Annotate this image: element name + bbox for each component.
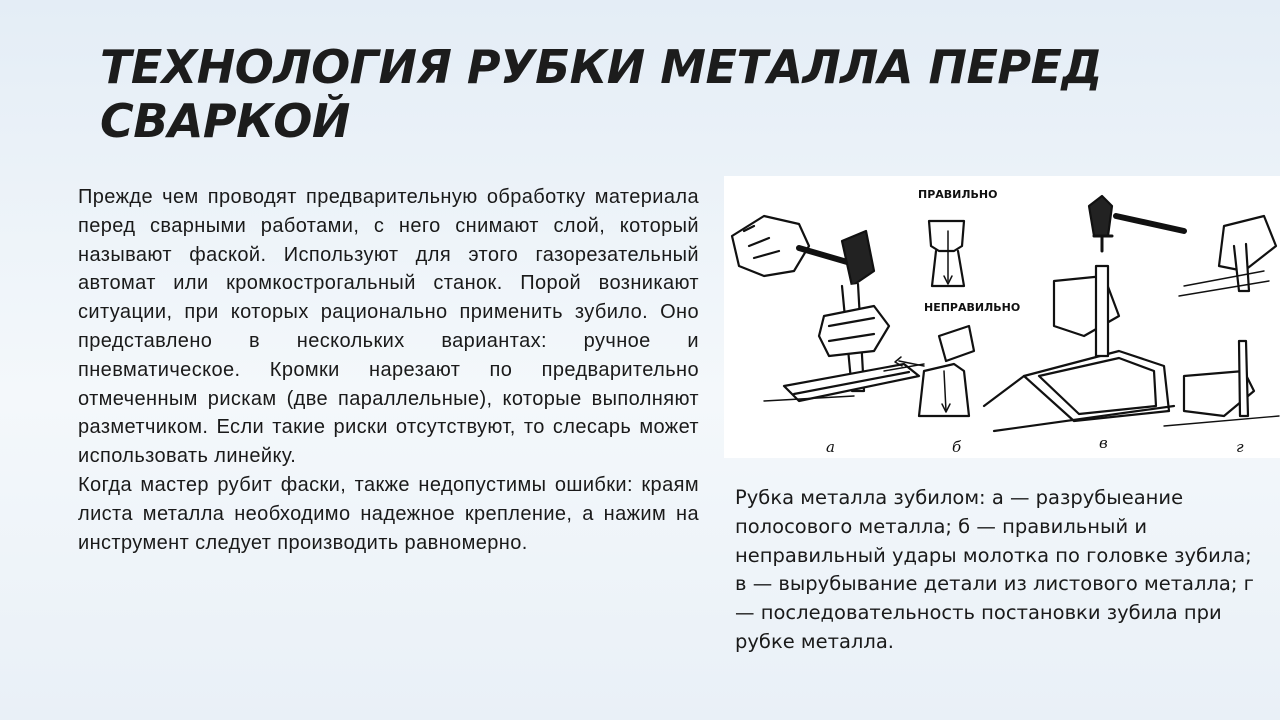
panel-letter-b: б	[952, 438, 962, 456]
figure-caption: Рубка металла зубилом: а — разрубыеание полосового металла; б — правильный и неправильный удары молотка по головке зубила; в — вырубывание детали из листового металла; г — последовательность постановки зубила при рубке металла.	[735, 486, 1254, 653]
chiseling-illustration	[724, 176, 1280, 458]
panel-letter-g: г	[1236, 438, 1244, 456]
panel-letter-v: в	[1099, 434, 1108, 452]
slide-title: ТЕХНОЛОГИЯ РУБКИ МЕТАЛЛА ПЕРЕД СВАРКОЙ	[100, 40, 1103, 148]
label-correct: ПРАВИЛЬНО	[918, 188, 998, 201]
body-paragraph: Прежде чем проводят предварительную обработку материала перед сварными работами, с него снимают слой, который называют фаской. Используют для этого газорезательный автомат или кромкострогальный станок. Порой возникают ситуации, при которых рационально применить зубило. Оно представлено в нескольких вариантах: ручное и пневматическое. Кромки нарезают по предварительно отмеченным рискам (две параллельные), которые выполняют разметчиком. Если такие риски отсутствуют, то слесарь может использовать линейку.	[78, 186, 699, 468]
panel-a-drawing	[732, 216, 924, 401]
body-text	[78, 183, 699, 557]
panel-b-drawing	[895, 221, 974, 416]
panel-letter-a: а	[826, 438, 835, 456]
body-paragraph: Когда мастер рубит фаски, также недопустимы ошибки: краям листа металла необходимо надежное крепление, а нажим на инструмент следует производить равномерно.	[78, 473, 699, 554]
label-incorrect: НЕПРАВИЛЬНО	[924, 301, 1021, 314]
panel-v-drawing	[984, 266, 1174, 431]
